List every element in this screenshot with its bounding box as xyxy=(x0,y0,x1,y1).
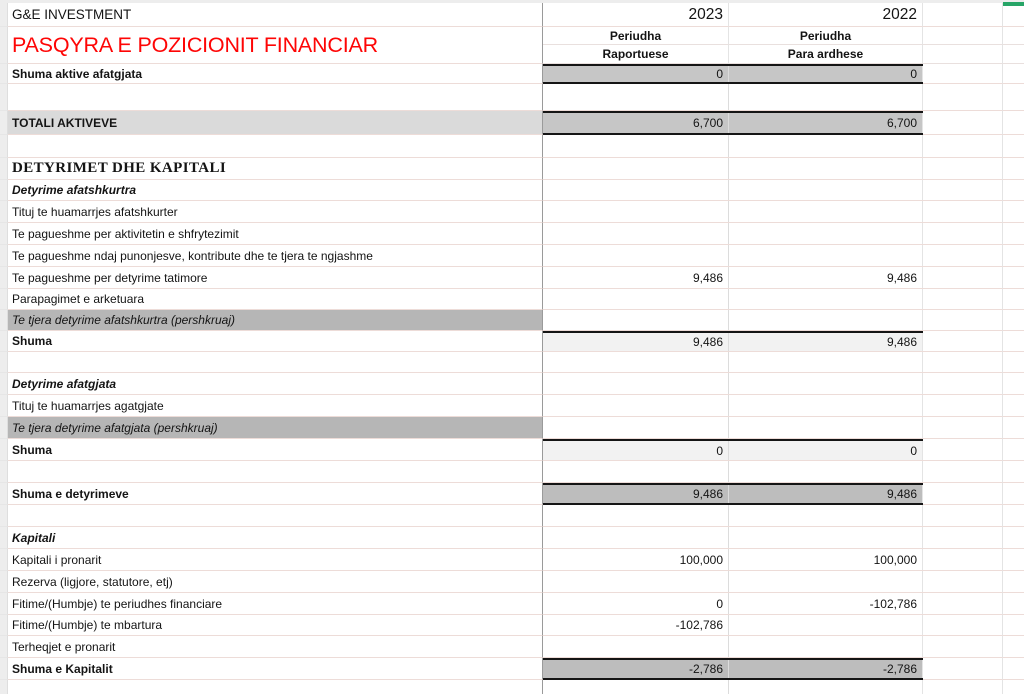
value-band xyxy=(543,461,923,483)
cell-label[interactable] xyxy=(8,549,543,571)
header-row-columns xyxy=(0,27,1024,64)
gutter-cell xyxy=(0,593,8,615)
row-shuma-afatshkurtra xyxy=(0,331,1024,352)
value-band xyxy=(543,593,923,615)
cell-label[interactable] xyxy=(8,352,543,373)
gutter-cell xyxy=(0,201,8,223)
empty-cell[interactable] xyxy=(1003,111,1024,135)
empty-cell[interactable] xyxy=(1003,571,1024,593)
cell-2022[interactable] xyxy=(729,461,923,482)
empty-cell[interactable] xyxy=(1003,439,1024,461)
cell-2022[interactable] xyxy=(729,373,923,394)
cell-2023[interactable] xyxy=(543,417,729,438)
row-label: Te tjera detyrime afatshkurtra (pershkruaj) xyxy=(12,313,235,327)
empty-row xyxy=(0,680,1024,694)
cell-2023[interactable] xyxy=(543,135,729,157)
empty-cell[interactable] xyxy=(923,505,1003,527)
cell-label[interactable] xyxy=(8,267,543,289)
row-te-tjera-afatgjata xyxy=(0,417,1024,439)
empty-cell[interactable] xyxy=(1003,483,1024,505)
empty-cell[interactable] xyxy=(1003,180,1024,201)
row-shuma-e-kapitalit xyxy=(0,658,1024,680)
empty-cell[interactable] xyxy=(1003,680,1024,694)
cell-label[interactable] xyxy=(8,636,543,658)
cell-2022[interactable] xyxy=(729,158,923,179)
gutter-cell xyxy=(0,658,8,680)
cell-2022[interactable]: 0 xyxy=(729,441,923,460)
row-kapitali xyxy=(0,527,1024,549)
cell-label[interactable] xyxy=(8,289,543,310)
gutter-cell xyxy=(0,615,8,636)
value-band xyxy=(543,680,923,694)
empty-cell[interactable] xyxy=(923,549,1003,571)
cell-2022[interactable]: 0 xyxy=(729,66,923,82)
row-totali-aktiveve xyxy=(0,111,1024,135)
cell-label[interactable] xyxy=(8,439,543,461)
empty-cell[interactable] xyxy=(923,483,1003,505)
gutter-cell xyxy=(0,461,8,483)
empty-cell[interactable] xyxy=(1003,223,1024,245)
empty-cell[interactable] xyxy=(1003,549,1024,571)
empty-row xyxy=(0,505,1024,527)
gutter-cell xyxy=(0,267,8,289)
cell-2022[interactable] xyxy=(729,135,923,157)
empty-cell[interactable] xyxy=(1003,84,1024,111)
empty-cell[interactable] xyxy=(923,64,1003,84)
cell-label[interactable] xyxy=(8,505,543,527)
cell-2023[interactable] xyxy=(543,636,729,657)
gutter-cell xyxy=(0,505,8,527)
gutter-cell xyxy=(0,158,8,180)
row-label: Te pagueshme per detyrime tatimore xyxy=(12,270,208,285)
cell-2023[interactable] xyxy=(543,352,729,372)
row-label: Tituj te huamarrjes afatshkurter xyxy=(12,204,178,219)
cell-label[interactable] xyxy=(8,201,543,223)
cell-2022[interactable]: 6,700 xyxy=(729,113,923,133)
empty-cell[interactable] xyxy=(1003,310,1024,331)
row-detyrime-tatimore xyxy=(0,267,1024,289)
cell-2022[interactable] xyxy=(729,571,923,592)
value-band xyxy=(543,111,923,135)
cell-label[interactable] xyxy=(8,373,543,395)
cell-2023[interactable]: 0 xyxy=(543,593,729,614)
cell-2022[interactable] xyxy=(729,615,923,635)
cell-label[interactable] xyxy=(8,658,543,680)
gutter-cell xyxy=(0,27,8,64)
empty-cell[interactable] xyxy=(1003,3,1024,27)
empty-cell[interactable] xyxy=(1003,331,1024,352)
empty-cell[interactable] xyxy=(1003,64,1024,84)
column-headers xyxy=(543,27,1024,64)
cell-label[interactable] xyxy=(8,245,543,267)
value-band xyxy=(543,289,923,310)
row-label: Detyrime afatgjata xyxy=(12,376,117,391)
cell-2023[interactable] xyxy=(543,201,729,222)
row-fitime-mbartura xyxy=(0,615,1024,636)
cell-2022[interactable] xyxy=(729,180,923,200)
cell-label[interactable] xyxy=(8,527,543,549)
row-shuma-aktive-afatgjata xyxy=(0,64,1024,84)
gutter-cell xyxy=(0,64,8,84)
cell-2022[interactable]: 9,486 xyxy=(729,485,923,503)
cell-label[interactable] xyxy=(8,593,543,615)
cell-label[interactable] xyxy=(8,158,543,180)
row-rezerva xyxy=(0,571,1024,593)
cell-label[interactable] xyxy=(8,571,543,593)
row-label: Parapagimet e arketuara xyxy=(12,292,145,306)
cell-label[interactable] xyxy=(8,417,543,439)
empty-cell[interactable] xyxy=(923,267,1003,289)
empty-cell[interactable] xyxy=(923,658,1003,680)
row-te-tjera-afatshkurtra xyxy=(0,310,1024,331)
cell-2023[interactable] xyxy=(543,680,729,694)
cell-2023[interactable] xyxy=(543,158,729,179)
cell-2023[interactable] xyxy=(543,505,729,526)
value-band xyxy=(543,615,923,636)
row-te-pagueshme-aktivitetin xyxy=(0,223,1024,245)
gutter-cell xyxy=(0,180,8,201)
cell-label[interactable] xyxy=(8,331,543,352)
gutter-cell xyxy=(0,571,8,593)
cell-2023[interactable]: 0 xyxy=(543,66,729,82)
empty-row xyxy=(0,461,1024,483)
empty-cell[interactable] xyxy=(923,201,1003,223)
row-label: Kapitali xyxy=(12,530,56,545)
row-detyrime-afatshkurtra xyxy=(0,180,1024,201)
cell-2022[interactable]: -102,786 xyxy=(729,593,923,614)
selection-indicator xyxy=(1003,2,1024,6)
cell-label[interactable] xyxy=(8,310,543,331)
value-band xyxy=(543,201,923,223)
value-band xyxy=(543,331,923,352)
row-shuma-afatgjata xyxy=(0,439,1024,461)
cell-2022[interactable] xyxy=(729,505,923,526)
gutter-cell xyxy=(0,310,8,331)
value-band xyxy=(543,267,923,289)
row-label: Shuma xyxy=(12,442,53,457)
row-tituj-huamarrjes-afatshkurter xyxy=(0,201,1024,223)
value-band xyxy=(543,395,923,417)
cell-label[interactable] xyxy=(8,461,543,483)
gutter-cell xyxy=(0,84,8,111)
cell-2023[interactable] xyxy=(543,245,729,266)
empty-cell[interactable] xyxy=(923,417,1003,439)
value-band xyxy=(543,352,923,373)
value-band xyxy=(543,158,923,180)
empty-cell[interactable] xyxy=(923,395,1003,417)
row-label: Shuma e detyrimeve xyxy=(12,486,129,501)
row-tituj-huamarrjes-agatgjate xyxy=(0,395,1024,417)
empty-cell[interactable] xyxy=(923,680,1003,694)
empty-cell[interactable] xyxy=(923,27,1003,45)
value-band xyxy=(543,373,923,395)
cell-2022[interactable] xyxy=(729,310,923,330)
cell-2022[interactable] xyxy=(729,245,923,266)
report-title: PASQYRA E POZICIONIT FINANCIAR xyxy=(12,32,378,57)
cell-2022[interactable] xyxy=(729,636,923,657)
cell-2023[interactable] xyxy=(543,310,729,330)
cell-label[interactable] xyxy=(8,395,543,417)
report-title-cell[interactable] xyxy=(8,27,543,64)
empty-cell[interactable] xyxy=(1003,267,1024,289)
empty-cell[interactable] xyxy=(1003,658,1024,680)
year-2022-cell[interactable]: 2022 xyxy=(729,3,923,27)
gutter-cell xyxy=(0,135,8,158)
cell-2022[interactable]: 9,486 xyxy=(729,333,923,351)
gutter-cell xyxy=(0,549,8,571)
row-label: Shuma xyxy=(12,334,53,348)
row-parapagimet xyxy=(0,289,1024,310)
cell-2023[interactable] xyxy=(543,223,729,244)
empty-cell[interactable] xyxy=(923,45,1003,64)
row-label: Terheqjet e pronarit xyxy=(12,639,116,654)
cell-label[interactable] xyxy=(8,223,543,245)
cell-label[interactable] xyxy=(8,84,543,111)
gutter-cell xyxy=(0,527,8,549)
row-label: Shuma e Kapitalit xyxy=(12,661,113,676)
cell-label[interactable] xyxy=(8,64,543,84)
row-detyrime-afatgjata xyxy=(0,373,1024,395)
empty-row xyxy=(0,352,1024,373)
gutter-cell xyxy=(0,289,8,310)
empty-cell[interactable] xyxy=(1003,373,1024,395)
row-label: TOTALI AKTIVEVE xyxy=(12,115,118,130)
row-label: Rezerva (ligjore, statutore, etj) xyxy=(12,574,173,589)
empty-cell[interactable] xyxy=(1003,352,1024,373)
value-band xyxy=(543,84,923,111)
empty-row xyxy=(0,84,1024,111)
row-label: Fitime/(Humbje) te mbartura xyxy=(12,618,163,632)
row-kapitali-i-pronarit xyxy=(0,549,1024,571)
empty-cell[interactable] xyxy=(923,3,1003,27)
empty-cell[interactable] xyxy=(1003,395,1024,417)
empty-cell[interactable] xyxy=(1003,201,1024,223)
gutter-cell xyxy=(0,417,8,439)
empty-cell[interactable] xyxy=(923,111,1003,135)
value-band xyxy=(543,571,923,593)
empty-cell[interactable] xyxy=(923,245,1003,267)
value-band xyxy=(543,417,923,439)
cell-2023[interactable] xyxy=(543,395,729,416)
gutter-cell xyxy=(0,680,8,694)
empty-cell[interactable] xyxy=(923,135,1003,158)
empty-cell[interactable] xyxy=(923,84,1003,111)
gutter-cell xyxy=(0,245,8,267)
empty-cell[interactable] xyxy=(923,615,1003,636)
empty-cell[interactable] xyxy=(1003,615,1024,636)
gutter-cell xyxy=(0,395,8,417)
cell-label[interactable] xyxy=(8,135,543,158)
empty-cell[interactable] xyxy=(923,593,1003,615)
value-band xyxy=(543,549,923,571)
cell-2023[interactable] xyxy=(543,373,729,394)
cell-2023[interactable]: -2,786 xyxy=(543,660,729,678)
empty-cell[interactable] xyxy=(923,439,1003,461)
cell-label[interactable] xyxy=(8,680,543,694)
cell-2023[interactable] xyxy=(543,180,729,200)
year-2023-cell[interactable]: 2023 xyxy=(543,3,729,27)
row-label: DETYRIMET DHE KAPITALI xyxy=(12,160,227,176)
cell-2023[interactable] xyxy=(543,289,729,309)
cell-2023[interactable]: 9,486 xyxy=(543,333,729,351)
value-band xyxy=(543,658,923,680)
empty-cell[interactable] xyxy=(1003,45,1024,64)
col-2023-header-line2[interactable]: Raportuese xyxy=(543,45,729,64)
row-label: Te tjera detyrime afatgjata (pershkruaj) xyxy=(12,420,218,435)
empty-cell[interactable] xyxy=(1003,593,1024,615)
gutter-cell xyxy=(0,331,8,352)
value-band xyxy=(543,636,923,658)
empty-cell[interactable] xyxy=(1003,245,1024,267)
company-name: G&E INVESTMENT xyxy=(12,7,132,22)
cell-2023[interactable] xyxy=(543,571,729,592)
row-te-pagueshme-punonjesve xyxy=(0,245,1024,267)
row-shuma-e-detyrimeve xyxy=(0,483,1024,505)
empty-cell[interactable] xyxy=(1003,417,1024,439)
empty-cell[interactable] xyxy=(923,289,1003,310)
gutter-cell xyxy=(0,111,8,135)
cell-2022[interactable]: 100,000 xyxy=(729,549,923,570)
row-fitime-periudhes xyxy=(0,593,1024,615)
cell-2022[interactable]: 9,486 xyxy=(729,267,923,288)
row-label: Te pagueshme ndaj punonjesve, kontribute dhe te tjera te ngjashme xyxy=(12,248,373,263)
cell-2023[interactable]: 100,000 xyxy=(543,549,729,570)
gutter-cell xyxy=(0,636,8,658)
row-label: Te pagueshme per aktivitetin e shfrytezimit xyxy=(12,226,239,241)
row-label: Fitime/(Humbje) te periudhes financiare xyxy=(12,596,223,611)
gutter-cell xyxy=(0,352,8,373)
col-2023-header-line1[interactable]: Periudha xyxy=(543,27,729,45)
row-detyrimet-dhe-kapitali xyxy=(0,158,1024,180)
cell-2022[interactable] xyxy=(729,680,923,694)
empty-cell[interactable] xyxy=(923,158,1003,180)
value-band xyxy=(543,180,923,201)
col-2022-header-line2[interactable]: Para ardhese xyxy=(729,45,923,64)
empty-cell[interactable] xyxy=(923,571,1003,593)
cell-2023[interactable] xyxy=(543,461,729,482)
value-band xyxy=(543,310,923,331)
value-band xyxy=(543,135,923,158)
empty-cell[interactable] xyxy=(1003,158,1024,180)
cell-2023[interactable] xyxy=(543,84,729,110)
cell-label[interactable] xyxy=(8,180,543,201)
empty-cell[interactable] xyxy=(923,310,1003,331)
cell-2022[interactable] xyxy=(729,289,923,309)
cell-2022[interactable] xyxy=(729,417,923,438)
empty-row xyxy=(0,135,1024,158)
empty-cell[interactable] xyxy=(1003,527,1024,549)
gutter-cell xyxy=(0,439,8,461)
cell-2022[interactable] xyxy=(729,395,923,416)
cell-label[interactable] xyxy=(8,483,543,505)
empty-cell[interactable] xyxy=(1003,135,1024,158)
value-band xyxy=(543,245,923,267)
row-terheqjet-e-pronarit xyxy=(0,636,1024,658)
cell-2023[interactable] xyxy=(543,527,729,548)
cell-2023[interactable]: 0 xyxy=(543,441,729,460)
company-name-cell[interactable] xyxy=(8,3,543,27)
empty-cell[interactable] xyxy=(1003,505,1024,527)
row-label: Detyrime afatshkurtra xyxy=(12,183,137,197)
cell-2023[interactable]: -102,786 xyxy=(543,615,729,635)
value-band xyxy=(543,439,923,461)
empty-cell[interactable] xyxy=(923,373,1003,395)
value-band xyxy=(543,223,923,245)
empty-cell[interactable] xyxy=(1003,27,1024,45)
gutter-cell xyxy=(0,483,8,505)
row-label: Shuma aktive afatgjata xyxy=(12,66,143,81)
cell-2022[interactable] xyxy=(729,352,923,372)
empty-cell[interactable] xyxy=(923,352,1003,373)
value-band xyxy=(543,64,923,84)
cell-label[interactable] xyxy=(8,615,543,636)
cell-2023[interactable]: 9,486 xyxy=(543,485,729,503)
cell-2022[interactable] xyxy=(729,84,923,110)
empty-cell[interactable] xyxy=(1003,461,1024,483)
empty-cell[interactable] xyxy=(1003,289,1024,310)
empty-cell[interactable] xyxy=(923,180,1003,201)
cell-2022[interactable] xyxy=(729,527,923,548)
value-band xyxy=(543,505,923,527)
row-label: Kapitali i pronarit xyxy=(12,552,102,567)
empty-cell[interactable] xyxy=(923,223,1003,245)
cell-2022[interactable] xyxy=(729,223,923,244)
empty-cell[interactable] xyxy=(923,461,1003,483)
empty-cell[interactable] xyxy=(923,527,1003,549)
empty-cell[interactable] xyxy=(923,636,1003,658)
value-band xyxy=(543,483,923,505)
header-row-years xyxy=(0,3,1024,27)
gutter-cell xyxy=(0,373,8,395)
empty-cell[interactable] xyxy=(1003,636,1024,658)
value-band xyxy=(543,527,923,549)
gutter-cell xyxy=(0,223,8,245)
cell-2022[interactable] xyxy=(729,201,923,222)
cell-2022[interactable]: -2,786 xyxy=(729,660,923,678)
row-label: Tituj te huamarrjes agatgjate xyxy=(12,398,164,413)
gutter-cell xyxy=(0,3,8,27)
cell-label[interactable] xyxy=(8,111,543,135)
cell-2023[interactable]: 6,700 xyxy=(543,113,729,133)
col-2022-header-line1[interactable]: Periudha xyxy=(729,27,923,45)
cell-2023[interactable]: 9,486 xyxy=(543,267,729,288)
empty-cell[interactable] xyxy=(923,331,1003,352)
